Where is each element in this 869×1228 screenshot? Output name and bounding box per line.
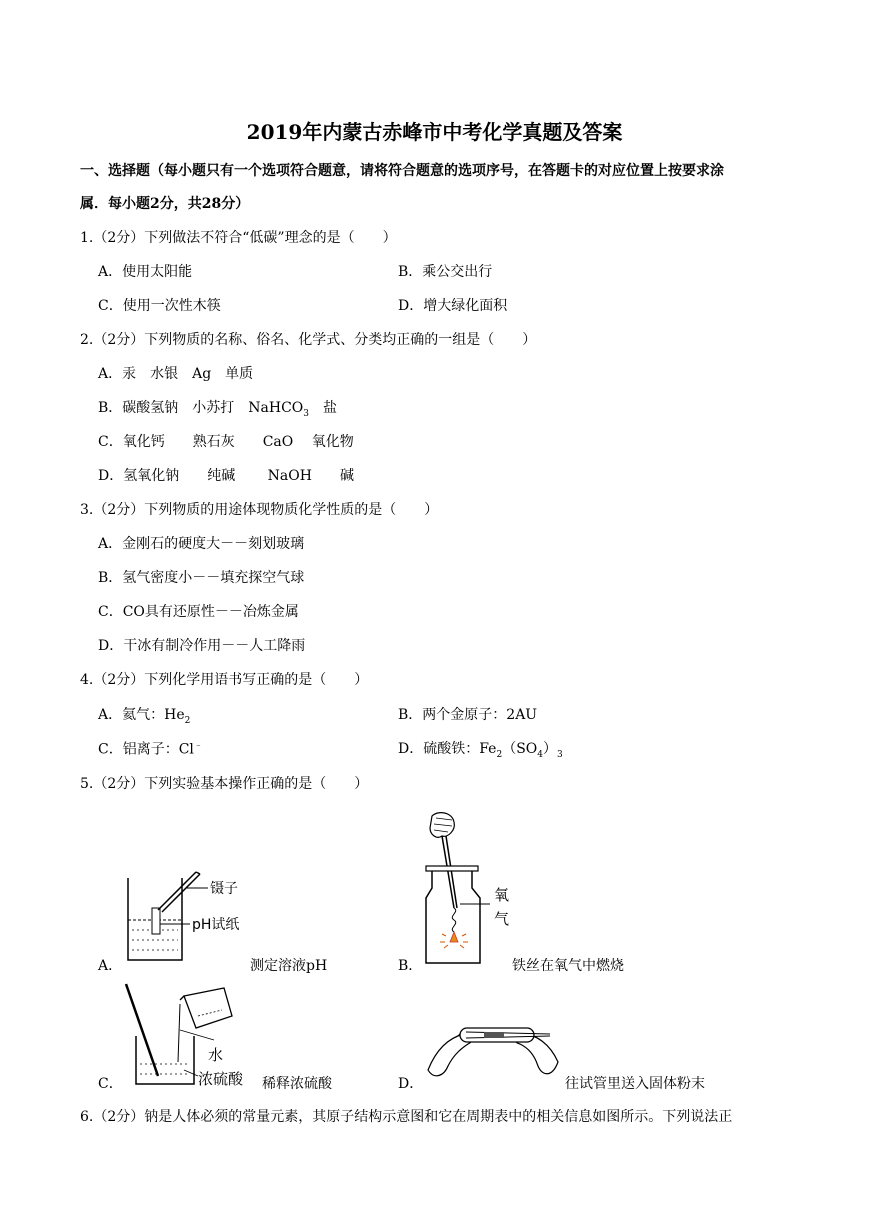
section-heading-line2: 属．每小题2分，共28分） [80,196,250,212]
option-d-close: ） [543,741,558,757]
label-water: 水 [208,1046,224,1064]
question-5-option-a-caption: 测定溶液pH [250,958,328,974]
section-heading-line1: 一、选择题（每小题只有一个选项符合题意，请将符合题意的选项序号，在答题卡的对应位置上按要求涂 [80,163,724,179]
question-3-option-d: D．干冰有制冷作用－－人工降雨 [98,638,306,654]
label-oxygen-2: 气 [494,910,510,928]
question-5-stem: 5.（2分）下列实验基本操作正确的是（ ） [80,776,369,792]
question-1-option-c: C．使用一次性木筷 [98,298,221,314]
question-4-option-d [398,738,563,760]
question-6-stem: 6.（2分）钠是人体必须的常量元素，其原子结构示意图和它在周期表中的相关信息如图所示。下列说法正 [80,1109,733,1125]
subscript: 2 [184,715,191,726]
label-oxygen-1: 氧 [494,886,510,904]
option-a-text: A．氦气：He [98,707,185,723]
subscript: 4 [537,749,544,760]
page-title: 2019年内蒙古赤峰市中考化学真题及答案 [246,120,623,144]
question-5-option-c-caption: 稀释浓硫酸 [262,1076,332,1092]
question-2-option-b [98,397,337,419]
question-5-option-c-letter: C． [98,1076,123,1092]
question-4-option-b: B．两个金原子：2AU [398,707,538,723]
question-1-stem: 1.（2分）下列做法不符合“低碳”理念的是（ ） [80,230,397,246]
question-4-option-a [98,704,190,726]
question-4-option-c [98,738,203,759]
figure-test-tube-powder [424,1010,564,1090]
subscript: 3 [557,749,563,760]
question-3-option-c: C．CO具有还原性－－冶炼金属 [98,604,299,620]
question-5-option-d-caption: 往试管里送入固体粉末 [565,1076,705,1092]
question-5-option-d-letter: D． [398,1076,424,1092]
question-4-stem: 4.（2分）下列化学用语书写正确的是（ ） [80,672,369,688]
superscript: ﹣ [193,741,203,751]
label-conc-acid: 浓硫酸 [198,1070,244,1088]
question-1-option-b: B．乘公交出行 [398,264,493,280]
figure-ph-test [120,860,270,975]
subscript: 3 [303,408,310,419]
question-2-option-a: A．汞 水银 Ag 单质 [98,366,254,382]
option-b-class: 盐 [309,400,338,416]
question-2-option-c: C．氧化钙 熟石灰 CaO 氧化物 [98,434,354,450]
question-2-stem: 2.（2分）下列物质的名称、俗名、化学式、分类均正确的一组是（ ） [80,332,537,348]
question-3-option-a: A．金刚石的硬度大－－刻划玻璃 [98,536,305,552]
question-5-option-b-caption: 铁丝在氧气中燃烧 [512,958,624,974]
figure-dilute-acid [118,980,278,1090]
question-5-option-b-letter: B． [398,958,423,974]
question-1-option-a: A．使用太阳能 [98,264,193,280]
question-1-option-d: D．增大绿化面积 [398,298,508,314]
option-d-text: D．硫酸铁：Fe [398,741,497,757]
subscript: 2 [496,749,503,760]
label-tweezers: 镊子 [210,881,238,897]
option-c-text: C．铝离子：Cl [98,741,194,758]
label-ph-paper: pH试纸 [192,917,240,933]
question-3-option-b: B．氢气密度小－－填充探空气球 [98,570,305,586]
figure-iron-wire [412,808,522,970]
option-d-group: （SO [502,741,538,757]
option-b-text: B．碳酸氢钠 小苏打 NaHCO [98,400,304,416]
question-2-option-d: D．氢氧化钠 纯碱 NaOH 碱 [98,468,354,484]
question-3-stem: 3.（2分）下列物质的用途体现物质化学性质的是（ ） [80,502,439,518]
question-5-option-a-letter: A． [98,958,123,974]
